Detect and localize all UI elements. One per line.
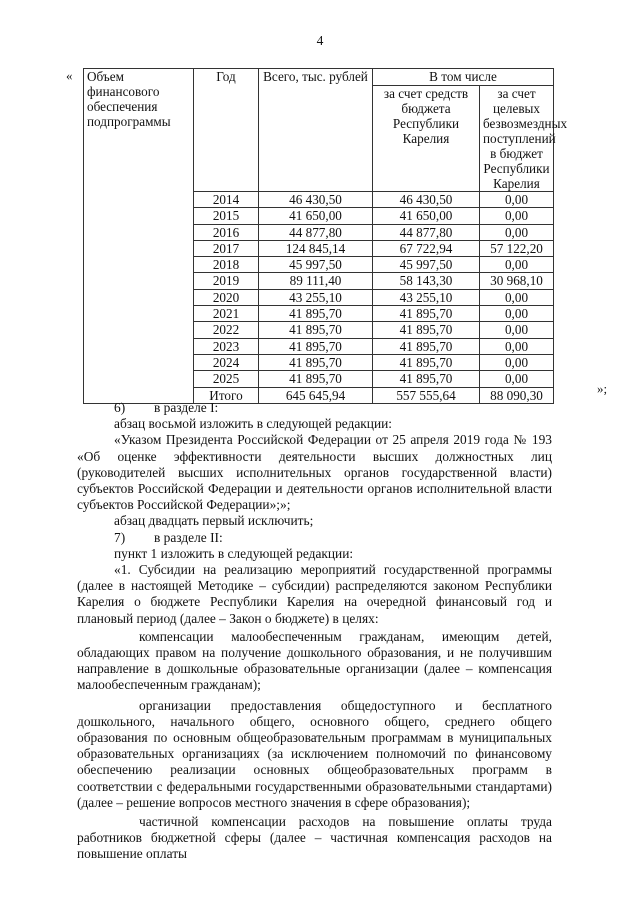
header-targeted: за счет целевых безвозмездных поступлений в бюджет Республики Карелия: [480, 86, 554, 192]
paragraph: абзац двадцать первый исключить;: [114, 513, 314, 529]
cell-budget: 41 650,00: [373, 208, 480, 224]
cell-budget: 67 722,94: [373, 240, 480, 256]
cell-total: 44 877,80: [259, 224, 373, 240]
paragraph: компенсации малообеспеченным гражданам, имеющим детей, обладающих правом на получение дошкольного образования, и не получившим направление в дошкольные образовательные организации (далее – компенсация малообеспеченным гражданам);: [77, 628, 552, 693]
cell-year: 2017: [194, 240, 259, 256]
cell-total: 41 895,70: [259, 306, 373, 322]
cell-year: 2025: [194, 371, 259, 387]
cell-total: 41 895,70: [259, 371, 373, 387]
header-year: Год: [194, 69, 259, 192]
cell-total: 645 645,94: [259, 387, 373, 403]
cell-year: 2021: [194, 306, 259, 322]
cell-budget: 557 555,64: [373, 387, 480, 403]
quote-close: »;: [597, 381, 608, 396]
cell-budget: 58 143,30: [373, 273, 480, 289]
cell-budget: 43 255,10: [373, 289, 480, 305]
cell-targeted: 0,00: [480, 289, 554, 305]
item-6-number: 6): [114, 400, 126, 415]
cell-total: 45 997,50: [259, 257, 373, 273]
item-6-text: в разделе I:: [154, 400, 219, 415]
header-including: В том числе: [373, 69, 554, 86]
cell-year: 2022: [194, 322, 259, 338]
cell-targeted: 0,00: [480, 371, 554, 387]
cell-targeted: 30 968,10: [480, 273, 554, 289]
paragraph: пункт 1 изложить в следующей редакции:: [114, 545, 354, 561]
paragraph: организации предоставления общедоступного и бесплатного дошкольного, начального общего, основного общего, среднего общего образования по основным общеобразовательным программам в муниципальных образовательных организациях (за исключением полномочий по финансовому обеспечению реализации основных общеобразовательных программ в соответствии с федеральными государственными образовательными стандартами) (далее – решение вопросов местного значения в сфере образования);: [77, 697, 552, 810]
cell-total: 89 111,40: [259, 273, 373, 289]
paragraph: «Указом Президента Российской Федерации от 25 апреля 2019 года № 193 «Об оценке эффективности деятельности высших должностных лиц (руководителей высших исполнительных органов государственной власти) субъектов Российской Федерации и деятельности органов исполнительной власти субъектов Российской Федерации»;»;: [77, 432, 552, 513]
cell-targeted: 0,00: [480, 306, 554, 322]
label-cell: Объем финансового обеспечения подпрограммы: [84, 69, 194, 404]
header-budget: за счет средств бюджета Республики Карелия: [373, 86, 480, 192]
cell-targeted: 0,00: [480, 257, 554, 273]
cell-targeted: 0,00: [480, 338, 554, 354]
cell-year: 2020: [194, 289, 259, 305]
cell-targeted: 88 090,30: [480, 387, 554, 403]
item-7-number: 7): [114, 529, 126, 545]
cell-targeted: 0,00: [480, 354, 554, 370]
cell-total: 41 895,70: [259, 322, 373, 338]
paragraph: «1. Субсидии на реализацию мероприятий государственной программы (далее в настоящей Методике – субсидии) распределяются законом Республики Карелия о бюджете Республики Карелия на очередной финансовый год и плановый период (далее – Закон о бюджете) в целях:: [77, 562, 552, 626]
cell-targeted: 0,00: [480, 192, 554, 208]
cell-budget: 41 895,70: [373, 371, 480, 387]
cell-budget: 41 895,70: [373, 306, 480, 322]
cell-total: 46 430,50: [259, 192, 373, 208]
cell-year: 2018: [194, 257, 259, 273]
cell-budget: 41 895,70: [373, 322, 480, 338]
cell-total: 124 845,14: [259, 240, 373, 256]
cell-targeted: 0,00: [480, 208, 554, 224]
cell-total: 41 895,70: [259, 354, 373, 370]
cell-year: 2024: [194, 354, 259, 370]
document-body: [77, 400, 552, 863]
paragraph: абзац восьмой изложить в следующей редакции:: [114, 416, 393, 432]
quote-open: «: [66, 68, 73, 83]
paragraph: частичной компенсации расходов на повышение оплаты труда работников бюджетной сферы (далее – частичная компенсация расходов на повышение оплаты: [77, 814, 552, 862]
cell-year: 2016: [194, 224, 259, 240]
cell-total: 41 650,00: [259, 208, 373, 224]
page-number: 4: [316, 33, 324, 48]
cell-year: 2014: [194, 192, 259, 208]
header-total: Всего, тыс. рублей: [259, 69, 373, 192]
cell-budget: 44 877,80: [373, 224, 480, 240]
cell-year: 2015: [194, 208, 259, 224]
cell-targeted: 0,00: [480, 224, 554, 240]
cell-budget: 46 430,50: [373, 192, 480, 208]
financing-table: [83, 68, 568, 404]
cell-budget: 41 895,70: [373, 338, 480, 354]
cell-targeted: 0,00: [480, 322, 554, 338]
cell-budget: 41 895,70: [373, 354, 480, 370]
cell-year: 2019: [194, 273, 259, 289]
cell-year: Итого: [194, 387, 259, 403]
cell-total: 43 255,10: [259, 289, 373, 305]
cell-budget: 45 997,50: [373, 257, 480, 273]
cell-total: 41 895,70: [259, 338, 373, 354]
item-7-text: в разделе II:: [154, 529, 223, 545]
cell-year: 2023: [194, 338, 259, 354]
cell-targeted: 57 122,20: [480, 240, 554, 256]
